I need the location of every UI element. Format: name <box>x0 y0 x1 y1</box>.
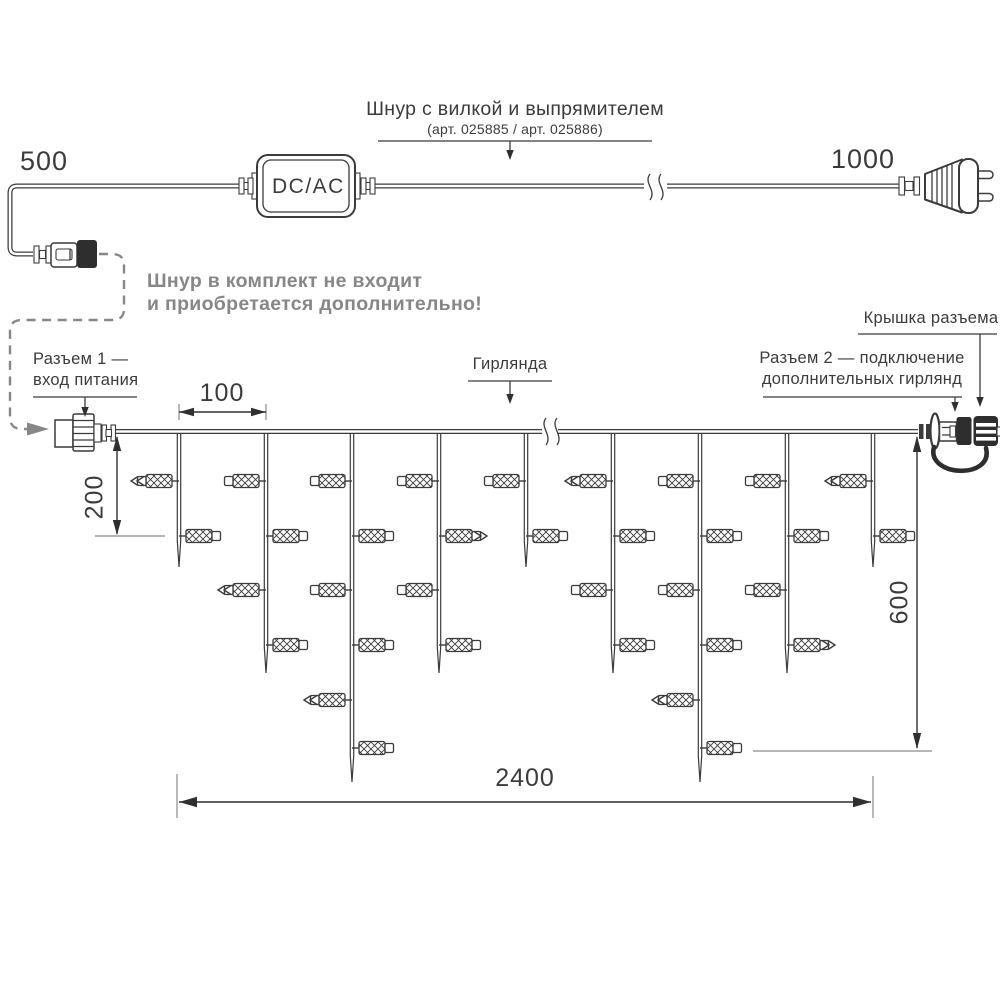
lamp-cap <box>311 586 320 595</box>
lamp-cap <box>746 477 755 486</box>
lamp-cap <box>225 477 234 486</box>
connector1-label-line2: вход питания <box>33 371 139 389</box>
lamp-cap <box>646 532 655 541</box>
connector-1 <box>55 414 116 451</box>
lamp-bulb <box>359 742 385 755</box>
lamp-bulb <box>493 475 519 488</box>
lamp-bulb <box>319 475 345 488</box>
cord-end-connector <box>34 240 97 268</box>
connector1-label-pointer <box>33 397 137 417</box>
lamp-bulb <box>359 530 385 543</box>
lamp-bulb <box>707 530 733 543</box>
notice-line-1: Шнур в комплект не входит <box>147 270 423 292</box>
lamp-bulb <box>580 584 606 597</box>
lamp-bulb <box>667 694 693 707</box>
lamp-cap <box>299 641 308 650</box>
dim-600-label: 600 <box>885 579 914 625</box>
lamp-bulb <box>406 475 432 488</box>
lamp-cap <box>311 477 320 486</box>
notice-line-2: и приобретается дополнительно! <box>147 293 483 315</box>
cap-label: Крышка разъема <box>863 309 999 327</box>
lamp-cap <box>398 586 407 595</box>
dim-200-label: 200 <box>80 474 109 520</box>
lamp-cap <box>299 532 308 541</box>
lamp-bulb <box>319 584 345 597</box>
lamp-bulb <box>186 530 212 543</box>
drop-tip <box>871 541 874 567</box>
dim-1000-label: 1000 <box>830 144 896 174</box>
lamp-cap <box>385 532 394 541</box>
lamp-bulb <box>446 639 472 652</box>
dim-2400-label: 2400 <box>495 764 555 792</box>
lamp-cap <box>646 641 655 650</box>
connector1-label-line1: Разъем 1 — <box>33 350 129 368</box>
lamp-bulb <box>754 475 780 488</box>
power-plug <box>899 159 993 213</box>
drop-tip <box>785 647 788 673</box>
connector2-label-line1: Разъем 2 — подключение <box>759 349 965 367</box>
drop-tip <box>611 647 614 673</box>
lamp-bulb <box>580 475 606 488</box>
lamp-bulb <box>794 530 820 543</box>
lamp-cap <box>559 532 568 541</box>
lamp-cap <box>906 532 915 541</box>
cord-label-subtitle: (арт. 025885 / арт. 025886) <box>427 121 603 137</box>
lamp-cap <box>733 744 742 753</box>
not-included-dashed-path <box>10 254 124 436</box>
cap-cable-loop <box>933 447 986 471</box>
lamp-bulb <box>620 530 646 543</box>
garland-label: Гирлянда <box>472 355 548 373</box>
cord-break-symbol <box>648 174 663 200</box>
dim-100-label: 100 <box>199 379 245 407</box>
lamp-bulb <box>446 530 472 543</box>
lamp-bulb <box>754 584 780 597</box>
lamp-bulb <box>406 584 432 597</box>
drop-tip <box>698 756 701 782</box>
lamp-bulb <box>273 530 299 543</box>
lamp-cap <box>485 477 494 486</box>
lamp-bulb <box>667 584 693 597</box>
garland-break-symbol <box>544 418 559 445</box>
garland-diagram <box>55 414 1000 783</box>
lamp-bulb <box>273 639 299 652</box>
drop-tip <box>350 756 353 782</box>
lamp-bulb <box>319 694 345 707</box>
lamp-cap <box>572 586 581 595</box>
lamp-cap <box>659 586 668 595</box>
drop-tip <box>264 647 267 673</box>
connector2-label-pointer <box>763 397 962 412</box>
lamp-cap <box>472 641 481 650</box>
lamp-bulb <box>146 475 172 488</box>
lamp-bulb <box>233 475 259 488</box>
drop-tip <box>177 541 180 567</box>
lamp-cap <box>385 641 394 650</box>
cord-label-pointer <box>378 141 652 160</box>
dim-500-label: 500 <box>19 146 69 176</box>
lamp-cap <box>733 641 742 650</box>
lamp-bulb <box>233 584 259 597</box>
connector2-label-line2: дополнительных гирлянд <box>761 370 963 388</box>
lamp-bulb <box>707 742 733 755</box>
connector-2 <box>919 414 972 449</box>
garland-drops <box>131 434 915 782</box>
lamp-bulb <box>880 530 906 543</box>
lamp-bulb <box>840 475 866 488</box>
connector-cap <box>974 416 1000 446</box>
lamp-cap <box>385 744 394 753</box>
lamp-cap <box>746 586 755 595</box>
lamp-bulb <box>794 639 820 652</box>
lamp-cap <box>733 532 742 541</box>
drop-tip <box>437 647 440 673</box>
cord-label-title: Шнур с вилкой и выпрямителем <box>366 98 664 120</box>
lamp-bulb <box>707 639 733 652</box>
lamp-cap <box>820 532 829 541</box>
lamp-bulb <box>533 530 559 543</box>
lamp-cap <box>212 532 221 541</box>
drop-tip <box>524 541 527 567</box>
lamp-cap <box>659 477 668 486</box>
lamp-bulb <box>620 639 646 652</box>
lamp-cap <box>398 477 407 486</box>
dcac-label: DC/AC <box>272 175 345 198</box>
lamp-bulb <box>667 475 693 488</box>
garland-label-pointer <box>468 381 552 404</box>
garland-wire <box>115 418 918 445</box>
lamp-bulb <box>359 639 385 652</box>
